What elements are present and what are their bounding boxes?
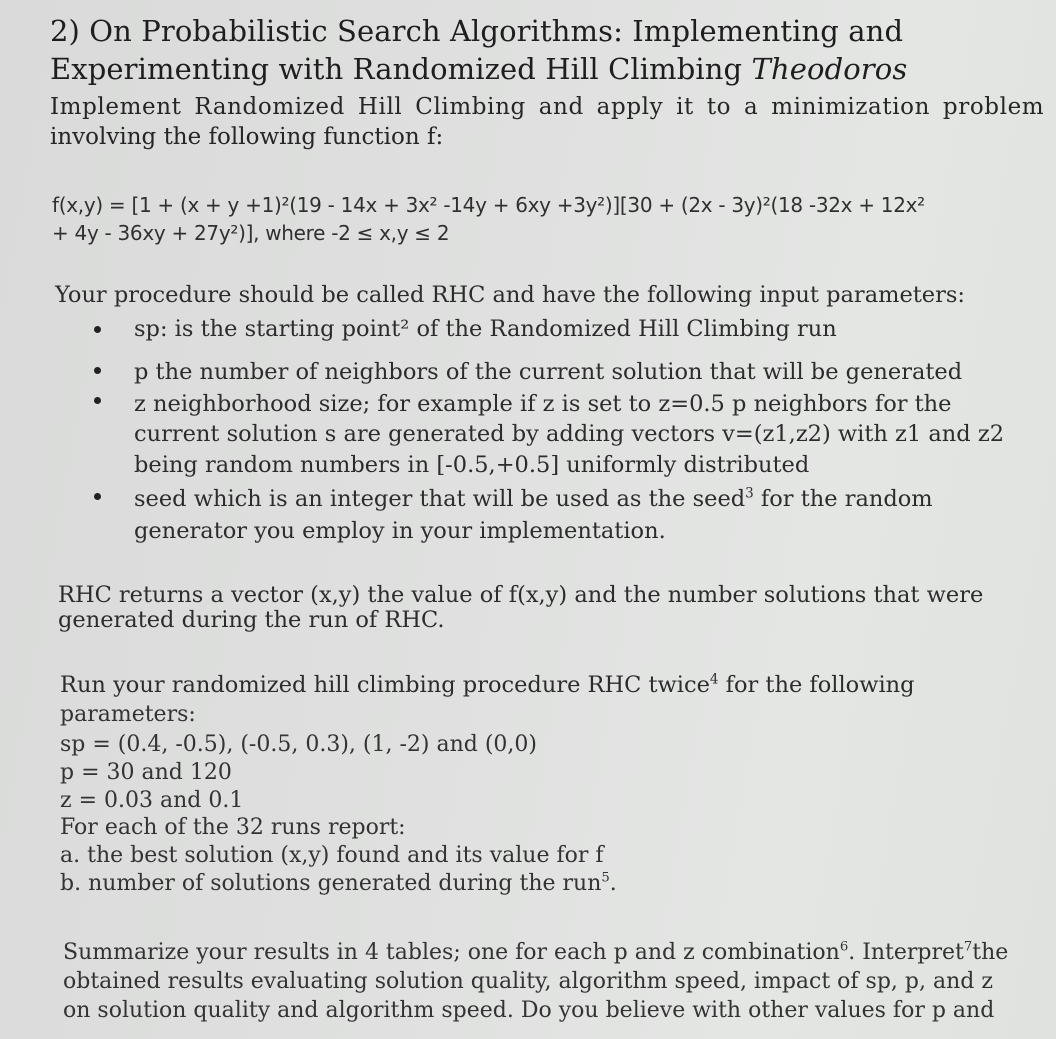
report-item-b	[60, 871, 617, 896]
intro-line-1: Implement Randomized Hill Climbing and apply it to a minimization problem	[50, 94, 1045, 120]
run-text-tail: for the following	[718, 672, 915, 698]
function-formula-line-2: + 4y - 36xy + 27y²)], where -2 ≤ x,y ≤ 2	[52, 221, 450, 245]
param-z-values: z = 0.03 and 0.1	[60, 788, 244, 813]
bullet-icon	[94, 397, 101, 404]
section-title-text: Experimenting with Randomized Hill Climbing	[50, 52, 752, 86]
returns-line-2: generated during the run of RHC.	[58, 607, 445, 633]
summary-line-2: obtained results evaluating solution quality, algorithm speed, impact of sp, p, and z	[63, 969, 993, 994]
author-name: Theodoros	[751, 52, 908, 86]
param-z-line-3: being random numbers in [-0.5,+0.5] uniformly distributed	[134, 452, 810, 478]
summary-text-tail: the	[972, 940, 1009, 965]
param-z-line-2: current solution s are generated by adding vectors v=(z1,z2) with z1 and z2	[134, 421, 1005, 447]
param-sp: sp: is the starting point² of the Randomized Hill Climbing run	[134, 316, 837, 342]
param-sp-values: sp = (0.4, -0.5), (-0.5, 0.3), (1, -2) and (0,0)	[60, 732, 537, 757]
procedure-heading: Your procedure should be called RHC and have the following input parameters:	[55, 282, 965, 308]
run-line-1	[60, 672, 915, 698]
report-item-b-tail: .	[609, 871, 617, 896]
summary-text-mid: . Interpret	[848, 940, 964, 965]
param-seed-text: seed which is an integer that will be used as the seed	[134, 486, 746, 512]
report-item-b-text: b. number of solutions generated during the run	[60, 871, 602, 896]
param-p-values: p = 30 and 120	[60, 760, 232, 785]
summary-text: Summarize your results in 4 tables; one for each p and z combination	[63, 940, 840, 965]
param-seed-line-1	[134, 486, 933, 512]
param-seed-line-2: generator you employ in your implementation.	[134, 518, 666, 544]
bullet-icon	[94, 493, 101, 500]
summary-line-3: on solution quality and algorithm speed. Do you believe with other values for p and	[63, 998, 995, 1023]
returns-line-1: RHC returns a vector (x,y) the value of f(x,y) and the number solutions that were	[58, 582, 984, 608]
bullet-icon	[94, 326, 101, 333]
param-p: p the number of neighbors of the current solution that will be generated	[134, 359, 963, 385]
section-title-line-1: 2) On Probabilistic Search Algorithms: Implementing and	[50, 14, 904, 48]
footnote-ref: 7	[963, 939, 973, 955]
run-line-2: parameters:	[60, 702, 196, 727]
report-item-a: a. the best solution (x,y) found and its value for f	[60, 843, 604, 868]
report-heading: For each of the 32 runs report:	[60, 815, 406, 840]
param-seed-tail: for the random	[753, 486, 933, 512]
bullet-icon	[94, 367, 101, 374]
footnote-ref: 4	[709, 671, 719, 688]
run-text: Run your randomized hill climbing procedure RHC twice	[60, 672, 710, 698]
intro-line-2: involving the following function f:	[50, 124, 444, 150]
footnote-ref: 5	[601, 870, 610, 886]
footnote-ref: 3	[745, 485, 754, 502]
footnote-ref: 6	[839, 939, 849, 955]
function-formula-line-1: f(x,y) = [1 + (x + y +1)²(19 - 14x + 3x² -14y + 6xy +3y²)][30 + (2x - 3y)²(18 -32x + 12x²	[52, 193, 925, 217]
summary-line-1	[63, 940, 1008, 965]
param-z-line-1: z neighborhood size; for example if z is set to z=0.5 p neighbors for the	[134, 391, 952, 417]
section-title-line-2	[50, 52, 907, 86]
